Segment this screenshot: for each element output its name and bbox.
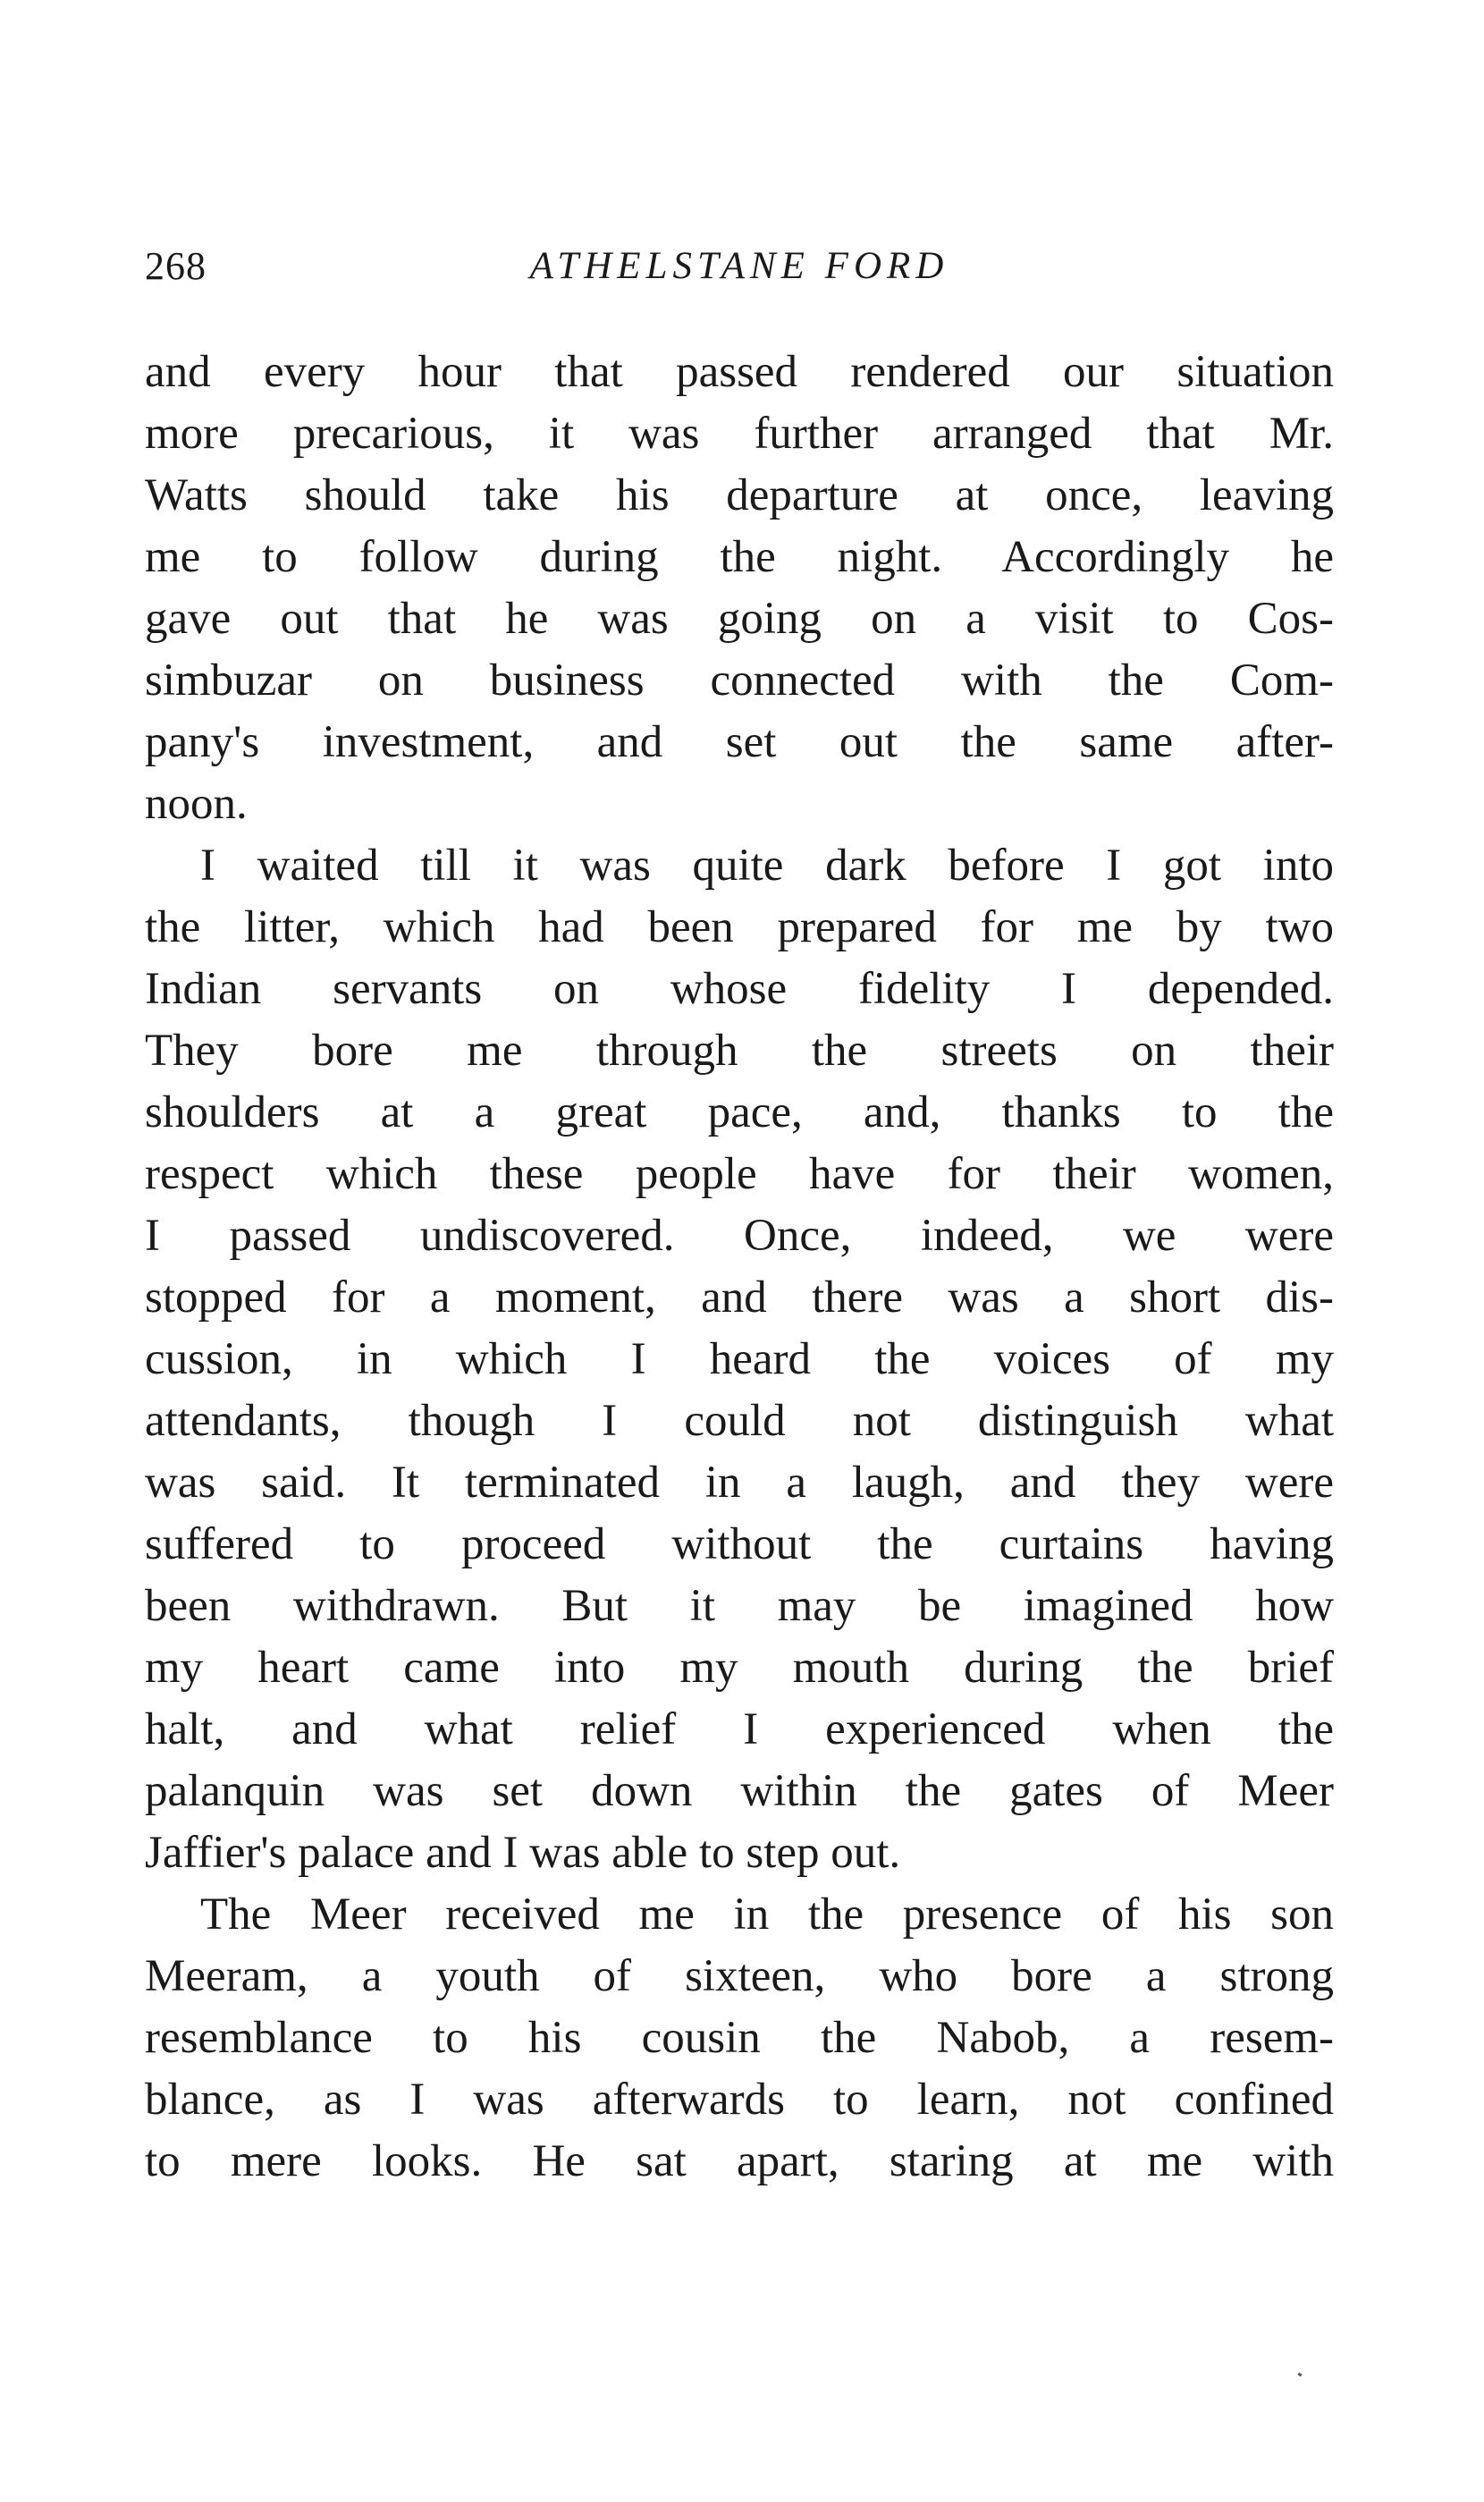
text-line: cussion, in which I heard the voices of my <box>145 1334 1334 1384</box>
text-line: to mere looks. He sat apart, staring at me with <box>145 2136 1334 2186</box>
text-line: more precarious, it was further arranged that Mr. <box>145 409 1334 459</box>
text-line: Watts should take his departure at once, leaving <box>145 470 1334 520</box>
text-line: Jaffier's palace and I was able to step out. <box>145 1828 901 1878</box>
text-line: The Meer received me in the presence of his son <box>200 1889 1334 1940</box>
text-line: suffered to proceed without the curtains having <box>145 1519 1334 1569</box>
text-line: noon. <box>145 779 248 829</box>
text-line: pany's investment, and set out the same after- <box>145 717 1334 767</box>
text-line: the litter, which had been prepared for me by two <box>145 902 1334 952</box>
text-line: stopped for a moment, and there was a short dis- <box>145 1272 1334 1323</box>
text-line: Meeram, a youth of sixteen, who bore a strong <box>145 1951 1334 2001</box>
text-line: halt, and what relief I experienced when the <box>145 1704 1334 1754</box>
text-line: Indian servants on whose fidelity I depended. <box>145 964 1334 1014</box>
text-line: shoulders at a great pace, and, thanks to the <box>145 1087 1334 1137</box>
text-line: palanquin was set down within the gates of Meer <box>145 1766 1334 1816</box>
text-line: me to follow during the night. Accordingly he <box>145 532 1334 582</box>
body-text <box>145 342 1334 2193</box>
text-line: attendants, though I could not distinguish what <box>145 1396 1334 1446</box>
text-line: I waited till it was quite dark before I got into <box>200 841 1334 891</box>
text-line: and every hour that passed rendered our situation <box>145 347 1334 397</box>
text-line: respect which these people have for their women, <box>145 1149 1334 1199</box>
text-line: gave out that he was going on a visit to Cos- <box>145 594 1334 644</box>
text-line: They bore me through the streets on their <box>145 1026 1334 1076</box>
running-head <box>145 240 1334 293</box>
text-line: resemblance to his cousin the Nabob, a resem- <box>145 2013 1334 2063</box>
text-line: been withdrawn. But it may be imagined how <box>145 1581 1334 1631</box>
text-line: blance, as I was afterwards to learn, not confined <box>145 2075 1334 2125</box>
running-title: ATHELSTANE FORD <box>529 245 949 287</box>
page-number: 268 <box>145 244 207 288</box>
text-line: simbuzar on business connected with the Com- <box>145 655 1334 706</box>
ink-speck <box>1298 2372 1303 2377</box>
text-line: I passed undiscovered. Once, indeed, we were <box>145 1211 1334 1261</box>
text-line: was said. It terminated in a laugh, and they were <box>145 1458 1334 1508</box>
text-line: my heart came into my mouth during the brief <box>145 1643 1334 1693</box>
